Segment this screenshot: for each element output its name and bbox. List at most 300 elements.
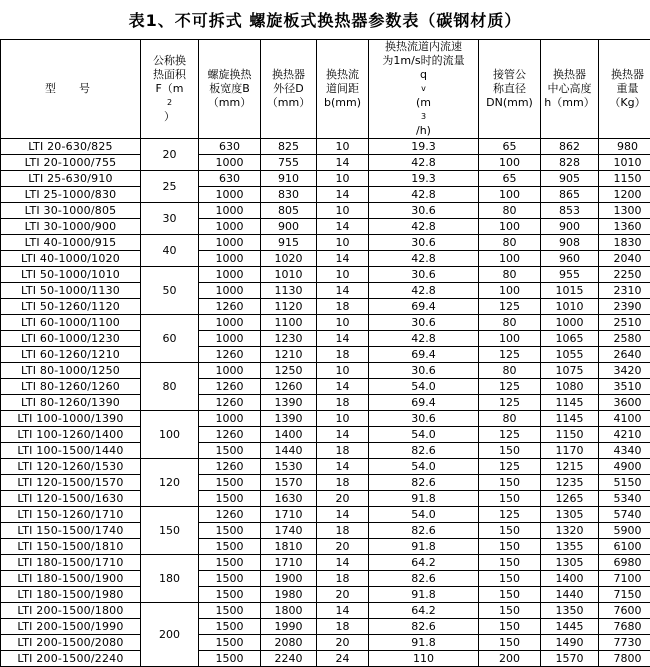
cell-model: LTI 20-1000/755 (1, 155, 141, 171)
table-body (1, 139, 650, 667)
cell-model: LTI 200-1500/1800 (1, 603, 141, 619)
cell-weight: 1830 (599, 235, 650, 251)
cell-center-height: 828 (541, 155, 599, 171)
cell-weight: 7600 (599, 603, 650, 619)
cell-model: LTI 100-1500/1440 (1, 443, 141, 459)
cell-nozzle-dn: 80 (479, 363, 541, 379)
cell-channel-gap: 10 (317, 411, 369, 427)
table-row (1, 443, 650, 459)
cell-channel-gap: 20 (317, 491, 369, 507)
cell-flow-rate: 82.6 (369, 523, 479, 539)
cell-plate-width: 1000 (199, 315, 261, 331)
cell-flow-rate: 54.0 (369, 427, 479, 443)
cell-flow-rate: 30.6 (369, 411, 479, 427)
cell-model: LTI 30-1000/805 (1, 203, 141, 219)
cell-outer-diameter: 1990 (261, 619, 317, 635)
cell-outer-diameter: 755 (261, 155, 317, 171)
cell-flow-rate: 42.8 (369, 331, 479, 347)
table-row (1, 203, 650, 219)
cell-outer-diameter: 1210 (261, 347, 317, 363)
cell-plate-width: 1260 (199, 347, 261, 363)
cell-channel-gap: 10 (317, 235, 369, 251)
table-row (1, 427, 650, 443)
table-row (1, 331, 650, 347)
cell-model: LTI 200-1500/2080 (1, 635, 141, 651)
cell-weight: 1360 (599, 219, 650, 235)
cell-area: 20 (141, 139, 199, 171)
table-row (1, 379, 650, 395)
cell-center-height: 1400 (541, 571, 599, 587)
cell-nozzle-dn: 100 (479, 251, 541, 267)
cell-center-height: 1570 (541, 651, 599, 667)
table-row (1, 315, 650, 331)
cell-outer-diameter: 1250 (261, 363, 317, 379)
cell-plate-width: 1260 (199, 395, 261, 411)
table-row (1, 411, 650, 427)
cell-nozzle-dn: 150 (479, 571, 541, 587)
cell-weight: 5340 (599, 491, 650, 507)
cell-channel-gap: 18 (317, 523, 369, 539)
cell-outer-diameter: 1130 (261, 283, 317, 299)
cell-area: 25 (141, 171, 199, 203)
cell-weight: 980 (599, 139, 650, 155)
cell-weight: 7150 (599, 587, 650, 603)
cell-plate-width: 1000 (199, 331, 261, 347)
cell-weight: 3600 (599, 395, 650, 411)
cell-outer-diameter: 1900 (261, 571, 317, 587)
cell-channel-gap: 24 (317, 651, 369, 667)
cell-nozzle-dn: 100 (479, 155, 541, 171)
cell-center-height: 1055 (541, 347, 599, 363)
column-header-center-height: 换热器 中心高度 h（mm） (541, 40, 599, 139)
cell-flow-rate: 91.8 (369, 539, 479, 555)
table-row (1, 251, 650, 267)
cell-weight: 5150 (599, 475, 650, 491)
cell-weight: 4900 (599, 459, 650, 475)
cell-model: LTI 80-1000/1250 (1, 363, 141, 379)
cell-outer-diameter: 1010 (261, 267, 317, 283)
cell-weight: 5900 (599, 523, 650, 539)
cell-weight: 2040 (599, 251, 650, 267)
table-row (1, 571, 650, 587)
cell-plate-width: 1000 (199, 187, 261, 203)
cell-area: 60 (141, 315, 199, 363)
cell-plate-width: 1260 (199, 459, 261, 475)
cell-center-height: 1145 (541, 395, 599, 411)
table-row (1, 219, 650, 235)
cell-weight: 7100 (599, 571, 650, 587)
cell-channel-gap: 14 (317, 555, 369, 571)
cell-flow-rate: 19.3 (369, 139, 479, 155)
cell-weight: 1010 (599, 155, 650, 171)
cell-center-height: 1010 (541, 299, 599, 315)
cell-area: 200 (141, 603, 199, 667)
column-header-plate-width: 螺旋换热 板宽度B （mm） (199, 40, 261, 139)
cell-plate-width: 1260 (199, 427, 261, 443)
cell-center-height: 1075 (541, 363, 599, 379)
cell-nozzle-dn: 200 (479, 651, 541, 667)
cell-flow-rate: 82.6 (369, 475, 479, 491)
table-row (1, 139, 650, 155)
cell-weight: 1150 (599, 171, 650, 187)
cell-flow-rate: 64.2 (369, 603, 479, 619)
cell-plate-width: 1000 (199, 219, 261, 235)
cell-area: 150 (141, 507, 199, 555)
cell-center-height: 1305 (541, 507, 599, 523)
cell-weight: 4100 (599, 411, 650, 427)
table-row (1, 587, 650, 603)
cell-weight: 5740 (599, 507, 650, 523)
cell-nozzle-dn: 150 (479, 555, 541, 571)
cell-plate-width: 1000 (199, 411, 261, 427)
cell-channel-gap: 10 (317, 203, 369, 219)
cell-model: LTI 60-1000/1100 (1, 315, 141, 331)
table-row (1, 603, 650, 619)
cell-plate-width: 1000 (199, 267, 261, 283)
cell-channel-gap: 14 (317, 155, 369, 171)
cell-center-height: 1350 (541, 603, 599, 619)
cell-center-height: 862 (541, 139, 599, 155)
cell-weight: 4210 (599, 427, 650, 443)
cell-flow-rate: 91.8 (369, 491, 479, 507)
cell-flow-rate: 82.6 (369, 571, 479, 587)
cell-flow-rate: 54.0 (369, 507, 479, 523)
cell-weight: 3510 (599, 379, 650, 395)
table-row (1, 187, 650, 203)
cell-channel-gap: 14 (317, 331, 369, 347)
cell-model: LTI 80-1260/1260 (1, 379, 141, 395)
cell-nozzle-dn: 125 (479, 395, 541, 411)
cell-nozzle-dn: 65 (479, 171, 541, 187)
cell-center-height: 865 (541, 187, 599, 203)
cell-channel-gap: 18 (317, 571, 369, 587)
cell-model: LTI 60-1000/1230 (1, 331, 141, 347)
table-row (1, 171, 650, 187)
cell-nozzle-dn: 80 (479, 235, 541, 251)
cell-outer-diameter: 1440 (261, 443, 317, 459)
cell-flow-rate: 42.8 (369, 155, 479, 171)
cell-channel-gap: 10 (317, 171, 369, 187)
cell-outer-diameter: 1810 (261, 539, 317, 555)
cell-weight: 2390 (599, 299, 650, 315)
cell-channel-gap: 18 (317, 619, 369, 635)
cell-center-height: 1445 (541, 619, 599, 635)
cell-center-height: 1355 (541, 539, 599, 555)
cell-plate-width: 1500 (199, 555, 261, 571)
cell-nozzle-dn: 80 (479, 267, 541, 283)
cell-weight: 2510 (599, 315, 650, 331)
cell-flow-rate: 30.6 (369, 267, 479, 283)
cell-model: LTI 40-1000/1020 (1, 251, 141, 267)
cell-outer-diameter: 2080 (261, 635, 317, 651)
cell-flow-rate: 42.8 (369, 283, 479, 299)
cell-model: LTI 180-1500/1900 (1, 571, 141, 587)
table-row (1, 619, 650, 635)
cell-weight: 7730 (599, 635, 650, 651)
cell-channel-gap: 10 (317, 139, 369, 155)
table-row (1, 523, 650, 539)
table-row (1, 235, 650, 251)
cell-flow-rate: 64.2 (369, 555, 479, 571)
cell-nozzle-dn: 100 (479, 283, 541, 299)
cell-channel-gap: 14 (317, 283, 369, 299)
cell-nozzle-dn: 125 (479, 459, 541, 475)
cell-area: 100 (141, 411, 199, 459)
cell-nozzle-dn: 150 (479, 539, 541, 555)
cell-outer-diameter: 2240 (261, 651, 317, 667)
table-row (1, 651, 650, 667)
cell-model: LTI 50-1000/1010 (1, 267, 141, 283)
cell-outer-diameter: 805 (261, 203, 317, 219)
cell-outer-diameter: 1800 (261, 603, 317, 619)
cell-nozzle-dn: 150 (479, 523, 541, 539)
cell-weight: 6980 (599, 555, 650, 571)
table-row (1, 155, 650, 171)
cell-weight: 4340 (599, 443, 650, 459)
cell-channel-gap: 18 (317, 395, 369, 411)
cell-flow-rate: 42.8 (369, 187, 479, 203)
cell-channel-gap: 14 (317, 603, 369, 619)
cell-center-height: 1305 (541, 555, 599, 571)
cell-outer-diameter: 1260 (261, 379, 317, 395)
cell-model: LTI 20-630/825 (1, 139, 141, 155)
table-header (1, 40, 650, 139)
cell-flow-rate: 69.4 (369, 299, 479, 315)
cell-weight: 2310 (599, 283, 650, 299)
cell-flow-rate: 30.6 (369, 363, 479, 379)
cell-outer-diameter: 830 (261, 187, 317, 203)
cell-nozzle-dn: 150 (479, 635, 541, 651)
cell-area: 40 (141, 235, 199, 267)
cell-model: LTI 30-1000/900 (1, 219, 141, 235)
cell-outer-diameter: 1630 (261, 491, 317, 507)
cell-nozzle-dn: 125 (479, 427, 541, 443)
cell-flow-rate: 30.6 (369, 203, 479, 219)
cell-outer-diameter: 1530 (261, 459, 317, 475)
cell-model: LTI 150-1500/1740 (1, 523, 141, 539)
cell-plate-width: 1000 (199, 155, 261, 171)
cell-model: LTI 60-1260/1210 (1, 347, 141, 363)
cell-plate-width: 1500 (199, 443, 261, 459)
cell-plate-width: 1000 (199, 283, 261, 299)
cell-nozzle-dn: 100 (479, 219, 541, 235)
cell-channel-gap: 18 (317, 299, 369, 315)
cell-plate-width: 1260 (199, 379, 261, 395)
cell-nozzle-dn: 150 (479, 587, 541, 603)
column-header-flow-rate: 换热流道内流速 为1m/s时的流量 q v (m 3 /h) (369, 40, 479, 139)
cell-plate-width: 1500 (199, 523, 261, 539)
cell-plate-width: 1500 (199, 475, 261, 491)
cell-outer-diameter: 1390 (261, 411, 317, 427)
cell-weight: 2580 (599, 331, 650, 347)
cell-center-height: 1015 (541, 283, 599, 299)
cell-flow-rate: 30.6 (369, 235, 479, 251)
cell-weight: 7800 (599, 651, 650, 667)
column-header-weight: 换热器 重量 （Kg） (599, 40, 650, 139)
cell-channel-gap: 20 (317, 539, 369, 555)
cell-center-height: 960 (541, 251, 599, 267)
cell-nozzle-dn: 150 (479, 491, 541, 507)
table-row (1, 475, 650, 491)
table-row (1, 555, 650, 571)
cell-plate-width: 1000 (199, 235, 261, 251)
cell-nozzle-dn: 80 (479, 411, 541, 427)
cell-flow-rate: 54.0 (369, 459, 479, 475)
cell-plate-width: 1500 (199, 603, 261, 619)
cell-channel-gap: 18 (317, 443, 369, 459)
cell-center-height: 853 (541, 203, 599, 219)
cell-center-height: 1215 (541, 459, 599, 475)
cell-nozzle-dn: 65 (479, 139, 541, 155)
cell-flow-rate: 54.0 (369, 379, 479, 395)
cell-nozzle-dn: 125 (479, 347, 541, 363)
cell-flow-rate: 82.6 (369, 443, 479, 459)
cell-model: LTI 150-1500/1810 (1, 539, 141, 555)
cell-plate-width: 1000 (199, 203, 261, 219)
cell-channel-gap: 20 (317, 587, 369, 603)
cell-center-height: 1235 (541, 475, 599, 491)
cell-area: 180 (141, 555, 199, 603)
cell-weight: 3420 (599, 363, 650, 379)
cell-outer-diameter: 825 (261, 139, 317, 155)
cell-center-height: 1150 (541, 427, 599, 443)
table-row (1, 299, 650, 315)
cell-model: LTI 200-1500/1990 (1, 619, 141, 635)
cell-nozzle-dn: 125 (479, 379, 541, 395)
cell-flow-rate: 42.8 (369, 251, 479, 267)
cell-center-height: 1000 (541, 315, 599, 331)
cell-center-height: 900 (541, 219, 599, 235)
cell-flow-rate: 19.3 (369, 171, 479, 187)
cell-channel-gap: 14 (317, 427, 369, 443)
cell-center-height: 908 (541, 235, 599, 251)
cell-nozzle-dn: 150 (479, 475, 541, 491)
column-header-outer-diameter: 换热器 外径D （mm） (261, 40, 317, 139)
cell-center-height: 1145 (541, 411, 599, 427)
spec-table (0, 39, 650, 667)
cell-model: LTI 120-1260/1530 (1, 459, 141, 475)
cell-nozzle-dn: 100 (479, 187, 541, 203)
table-row (1, 491, 650, 507)
area-unit: F（m 2 ） (141, 82, 198, 124)
column-header-nozzle-dn: 接管公 称直径 DN(mm) (479, 40, 541, 139)
cell-channel-gap: 14 (317, 251, 369, 267)
column-header-area: 公称换 热面积 F（m 2 ） (141, 40, 199, 139)
cell-flow-rate: 69.4 (369, 347, 479, 363)
table-row (1, 267, 650, 283)
cell-outer-diameter: 1400 (261, 427, 317, 443)
cell-model: LTI 50-1000/1130 (1, 283, 141, 299)
cell-channel-gap: 14 (317, 507, 369, 523)
cell-weight: 2250 (599, 267, 650, 283)
cell-channel-gap: 10 (317, 315, 369, 331)
cell-weight: 1200 (599, 187, 650, 203)
cell-channel-gap: 14 (317, 187, 369, 203)
table-row (1, 347, 650, 363)
cell-plate-width: 630 (199, 171, 261, 187)
cell-outer-diameter: 1020 (261, 251, 317, 267)
cell-plate-width: 1500 (199, 571, 261, 587)
cell-weight: 1300 (599, 203, 650, 219)
cell-plate-width: 1500 (199, 539, 261, 555)
cell-flow-rate: 42.8 (369, 219, 479, 235)
cell-plate-width: 1500 (199, 619, 261, 635)
cell-model: LTI 150-1260/1710 (1, 507, 141, 523)
table-row (1, 395, 650, 411)
cell-model: LTI 100-1260/1400 (1, 427, 141, 443)
cell-area: 80 (141, 363, 199, 411)
cell-center-height: 1490 (541, 635, 599, 651)
cell-flow-rate: 30.6 (369, 315, 479, 331)
cell-outer-diameter: 1390 (261, 395, 317, 411)
cell-channel-gap: 18 (317, 347, 369, 363)
cell-plate-width: 1000 (199, 251, 261, 267)
cell-channel-gap: 14 (317, 379, 369, 395)
cell-channel-gap: 14 (317, 459, 369, 475)
cell-channel-gap: 18 (317, 475, 369, 491)
cell-nozzle-dn: 100 (479, 331, 541, 347)
cell-model: LTI 200-1500/2240 (1, 651, 141, 667)
cell-outer-diameter: 1710 (261, 555, 317, 571)
table-row (1, 635, 650, 651)
cell-outer-diameter: 915 (261, 235, 317, 251)
cell-center-height: 1170 (541, 443, 599, 459)
cell-area: 30 (141, 203, 199, 235)
cell-weight: 7680 (599, 619, 650, 635)
cell-center-height: 1265 (541, 491, 599, 507)
cell-nozzle-dn: 125 (479, 507, 541, 523)
cell-flow-rate: 91.8 (369, 587, 479, 603)
cell-plate-width: 1500 (199, 491, 261, 507)
column-header-model: 型 号 (1, 40, 141, 139)
cell-center-height: 1065 (541, 331, 599, 347)
cell-model: LTI 100-1000/1390 (1, 411, 141, 427)
cell-model: LTI 180-1500/1710 (1, 555, 141, 571)
cell-plate-width: 1260 (199, 507, 261, 523)
cell-model: LTI 40-1000/915 (1, 235, 141, 251)
cell-nozzle-dn: 80 (479, 315, 541, 331)
flow-unit: q v (m 3 /h) (369, 68, 478, 138)
cell-plate-width: 1500 (199, 635, 261, 651)
table-row (1, 507, 650, 523)
cell-flow-rate: 82.6 (369, 619, 479, 635)
cell-outer-diameter: 1710 (261, 507, 317, 523)
cell-flow-rate: 69.4 (369, 395, 479, 411)
cell-plate-width: 1260 (199, 299, 261, 315)
table-row (1, 363, 650, 379)
table-row (1, 539, 650, 555)
cell-outer-diameter: 1570 (261, 475, 317, 491)
cell-nozzle-dn: 125 (479, 299, 541, 315)
cell-plate-width: 1000 (199, 363, 261, 379)
cell-outer-diameter: 1100 (261, 315, 317, 331)
cell-nozzle-dn: 80 (479, 203, 541, 219)
cell-center-height: 1320 (541, 523, 599, 539)
header-row (1, 40, 650, 139)
cell-channel-gap: 14 (317, 219, 369, 235)
cell-weight: 2640 (599, 347, 650, 363)
cell-model: LTI 25-1000/830 (1, 187, 141, 203)
cell-center-height: 955 (541, 267, 599, 283)
cell-nozzle-dn: 150 (479, 619, 541, 635)
page-title: 表1、不可拆式 螺旋板式换热器参数表（碳钢材质） (0, 0, 650, 39)
column-header-channel-gap: 换热流 道间距 b(mm) (317, 40, 369, 139)
cell-model: LTI 120-1500/1630 (1, 491, 141, 507)
cell-flow-rate: 91.8 (369, 635, 479, 651)
cell-outer-diameter: 1980 (261, 587, 317, 603)
cell-model: LTI 120-1500/1570 (1, 475, 141, 491)
cell-channel-gap: 20 (317, 635, 369, 651)
